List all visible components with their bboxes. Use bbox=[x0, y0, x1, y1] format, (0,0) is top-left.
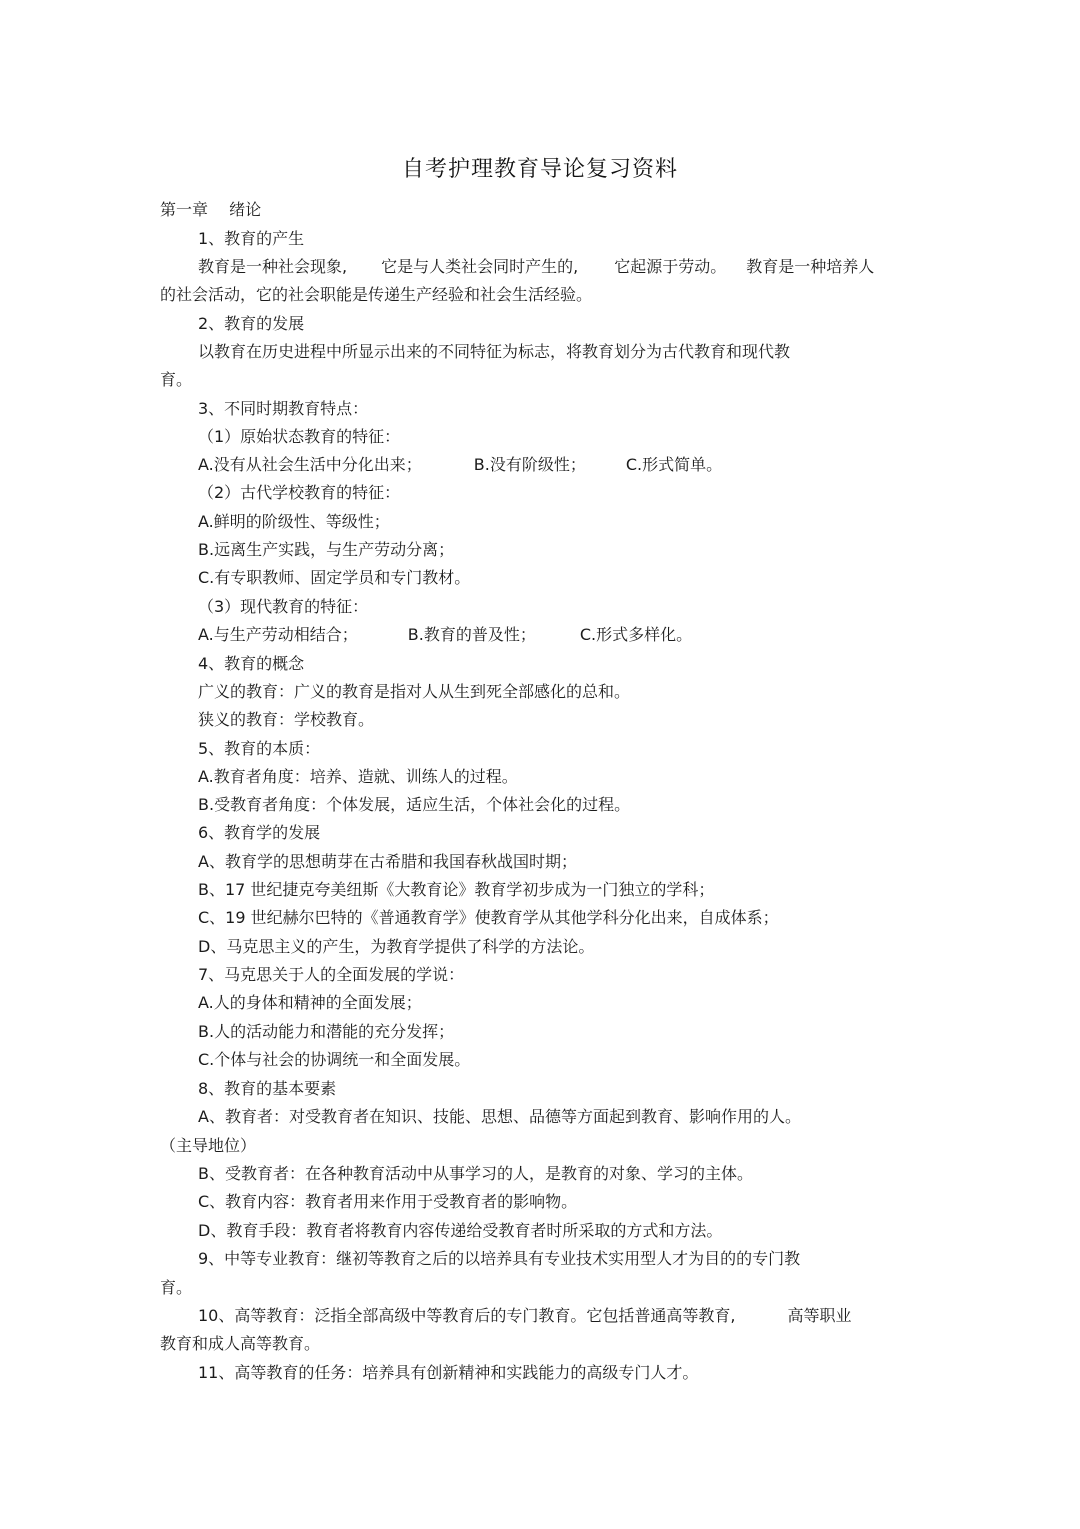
paragraph-line: 教育和成人高等教育。 bbox=[160, 1334, 321, 1353]
paragraph-line bbox=[198, 257, 874, 277]
list-item-continuation: （主导地位） bbox=[160, 1136, 257, 1155]
text-fragment: 教育是一种培养人 bbox=[746, 257, 875, 276]
list-item: B.没有阶级性； bbox=[473, 455, 586, 474]
paragraph-line: 11、高等教育的任务：培养具有创新精神和实践能力的高级专门人才。 bbox=[198, 1363, 699, 1382]
list-item: C.有专职教师、固定学员和专门教材。 bbox=[198, 568, 471, 587]
list-item: B、受教育者：在各种教育活动中从事学习的人，是教育的对象、学习的主体。 bbox=[198, 1164, 753, 1183]
paragraph-line: 狭义的教育：学校教育。 bbox=[198, 710, 375, 729]
paragraph-line: 以教育在历史进程中所显示出来的不同特征为标志，将教育划分为古代教育和现代教 bbox=[198, 342, 791, 361]
list-item: A.鲜明的阶级性、等级性； bbox=[198, 512, 390, 531]
text-fragment: 10、高等教育：泛指全部高级中等教育后的专门教育。它包括普通高等教育, bbox=[198, 1306, 736, 1325]
list-item: D、马克思主义的产生，为教育学提供了科学的方法论。 bbox=[198, 937, 595, 956]
section-heading: 5、教育的本质： bbox=[198, 739, 321, 758]
text-fragment: 它是与人类社会同时产生的, bbox=[381, 257, 579, 276]
section-heading: 4、教育的概念 bbox=[198, 654, 305, 673]
list-item: A.教育者角度：培养、造就、训练人的过程。 bbox=[198, 767, 518, 786]
list-item: A.没有从社会生活中分化出来； bbox=[198, 455, 422, 474]
paragraph-line bbox=[198, 1306, 851, 1326]
subsection-heading: （3）现代教育的特征： bbox=[198, 597, 369, 616]
section-heading: 2、教育的发展 bbox=[198, 314, 305, 333]
paragraph-line: 育。 bbox=[160, 1278, 193, 1297]
section-heading: 1、教育的产生 bbox=[198, 229, 305, 248]
list-item: A.与生产劳动相结合； bbox=[198, 625, 358, 644]
section-heading: 8、教育的基本要素 bbox=[198, 1079, 337, 1098]
list-item: C.个体与社会的协调统一和全面发展。 bbox=[198, 1050, 471, 1069]
list-item: C.形式多样化。 bbox=[579, 625, 693, 644]
subsection-heading: （1）原始状态教育的特征： bbox=[198, 427, 401, 446]
text-fragment: 高等职业 bbox=[787, 1306, 852, 1325]
list-item: C、教育内容：教育者用来作用于受教育者的影响物。 bbox=[198, 1192, 578, 1211]
list-item: B.远离生产实践，与生产劳动分离； bbox=[198, 540, 455, 559]
chapter-heading: 第一章 绪论 bbox=[160, 200, 262, 219]
list-item: A、教育学的思想萌芽在古希腊和我国春秋战国时期； bbox=[198, 852, 577, 871]
subsection-heading: （2）古代学校教育的特征： bbox=[198, 483, 401, 502]
list-item: B.教育的普及性； bbox=[407, 625, 536, 644]
section-heading: 7、马克思关于人的全面发展的学说： bbox=[198, 965, 465, 984]
paragraph-line: 9、中等专业教育：继初等教育之后的以培养具有专业技术实用型人才为目的的专门教 bbox=[198, 1249, 801, 1268]
section-heading: 3、不同时期教育特点： bbox=[198, 399, 369, 418]
list-item: C.形式简单。 bbox=[625, 455, 723, 474]
list-item: A、教育者：对受教育者在知识、技能、思想、品德等方面起到教育、影响作用的人。 bbox=[198, 1107, 801, 1126]
list-item: D、教育手段：教育者将教育内容传递给受教育者时所采取的方式和方法。 bbox=[198, 1221, 723, 1240]
list-item: B.人的活动能力和潜能的充分发挥； bbox=[198, 1022, 455, 1041]
list-item: C、19 世纪赫尔巴特的《普通教育学》使教育学从其他学科分化出来，自成体系； bbox=[198, 908, 779, 927]
list-line bbox=[198, 455, 722, 475]
section-heading: 6、教育学的发展 bbox=[198, 823, 321, 842]
page-title: 自考护理教育导论复习资料 bbox=[401, 157, 678, 182]
list-item: A.人的身体和精神的全面发展； bbox=[198, 993, 422, 1012]
paragraph-line: 广义的教育：广义的教育是指对人从生到死全部感化的总和。 bbox=[198, 682, 631, 701]
list-item: B、17 世纪捷克夸美纽斯《大教育论》教育学初步成为一门独立的学科； bbox=[198, 880, 715, 899]
text-fragment: 教育是一种社会现象, bbox=[198, 257, 348, 276]
list-item: B.受教育者角度：个体发展，适应生活，个体社会化的过程。 bbox=[198, 795, 631, 814]
paragraph-line: 的社会活动，它的社会职能是传递生产经验和社会生活经验。 bbox=[160, 285, 593, 304]
text-fragment: 它起源于劳动。 bbox=[614, 257, 727, 276]
list-line bbox=[198, 625, 692, 645]
paragraph-line: 育。 bbox=[160, 370, 193, 389]
